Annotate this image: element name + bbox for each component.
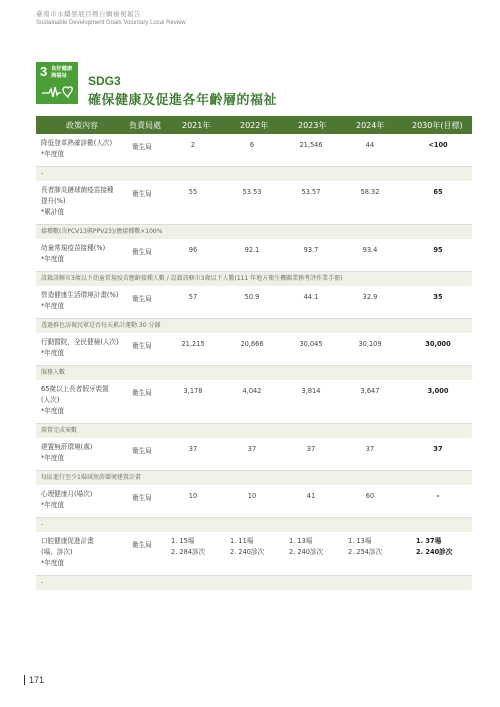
cell-dept: 衛生局 [132,447,152,455]
cell-dept: 衛生局 [132,389,152,397]
table-row [36,333,472,366]
goal-code: SDG3 [88,74,121,88]
table-row [36,181,472,225]
cell-2030-target: 3,000 [427,387,449,395]
cell-2023: 93.7 [303,246,319,254]
definition-row: 設籍該轄市3歲以下幼童常規疫苗應齡接種人數 / 設籍該轄市3歲以下人數(111 年地方衛生機關業務考評作業手冊) [36,272,472,286]
cell-2023: 21,546 [299,141,323,149]
cell-2021: 3,178 [183,387,203,395]
col-2021: 2021年 [182,121,211,130]
cell-2022: 1. 11場 2. 240診次 [230,537,265,556]
cell-2030-target: <100 [428,141,448,149]
policy-line: *年度值 [41,559,65,567]
policy-line: (人次) [41,396,60,404]
table-row [36,286,472,319]
table-row [36,134,472,167]
definition-row: - [36,576,472,590]
cell-dept: 衛生局 [132,248,152,256]
cell-2023: 41 [306,492,316,500]
cell-2022: 4,042 [242,387,262,395]
cell-2030-target: 37 [433,445,443,453]
indicator-table [36,116,472,590]
cell-2024: 60 [365,492,375,500]
definition-row: 接種數(含PCV13與PPV23)/應接種數×100% [36,225,472,239]
cell-dept: 衛生局 [132,295,152,303]
cell-policy [41,442,92,464]
cell-2024: 1. 13場 2. 254診次 [348,537,383,556]
cell-2023: 37 [306,445,316,453]
policy-line: (場、診次) [41,548,73,556]
cell-policy [41,384,109,417]
col-2023: 2023年 [298,121,327,130]
goal-title: 確保健康及促進各年齡層的福祉 [88,93,278,108]
table-row [36,438,472,471]
cell-dept: 衛生局 [132,190,152,198]
cell-2023: 3,814 [301,387,321,395]
cell-2030-target: - [436,492,440,500]
table-row [36,485,472,518]
policy-line: *年度值 [41,454,65,462]
definition-row: 透過推色訪視民眾是否每天累計運動 30 分鐘 [36,319,472,333]
report-header [36,9,186,26]
cell-2030-target: 30,000 [425,340,451,348]
policy-line: *累計值 [41,208,65,216]
col-2022: 2022年 [240,121,269,130]
sdg-label: 良好健康 與福祉 [51,66,73,79]
policy-line: *年度值 [41,302,65,310]
cell-2030-target: 95 [433,246,443,254]
definition-row: 服務人數 [36,366,472,380]
policy-line: *年度值 [41,150,65,158]
policy-line: 營造健康生活環境計畫(%) [41,291,119,299]
cell-dept: 衛生局 [132,143,152,151]
cell-dept: 衛生局 [132,494,152,502]
report-title-zh: 臺南市永續發展目標自願檢視報告 [36,10,141,18]
definition-row: - [36,167,472,181]
cell-2023: 1. 13場 2. 240診次 [289,537,324,556]
cell-policy [41,290,118,312]
cell-policy [41,138,112,160]
cell-2030-target: 65 [433,188,443,196]
policy-line: 行動醫院，全民健檢(人次) [41,338,119,346]
report-title-en: Sustainable Development Goals Voluntary Local Review [36,20,186,26]
cell-2021: 10 [188,492,198,500]
definition-row: - [36,518,472,532]
cell-2022: 50.9 [244,293,260,301]
policy-line: *年度值 [41,407,65,415]
cell-dept: 衛生局 [132,342,152,350]
col-2030-target: 2030年(目標) [412,121,463,130]
cell-policy [41,243,105,265]
cell-2021: 2 [190,141,196,149]
cell-2022: 6 [249,141,255,149]
policy-line: 口腔健康促進計畫 [41,537,94,545]
policy-line: 提升(%) [41,197,66,205]
cell-dept: 衛生局 [132,541,152,549]
table-row [36,532,472,576]
cell-2023: 53.57 [301,188,321,196]
cell-2024: 37 [365,445,375,453]
cell-policy [41,489,92,511]
col-2024: 2024年 [356,121,385,130]
sdg-number: 3 [40,64,48,79]
sdg3-icon [36,62,78,104]
policy-line: 建置無菸環境(處) [41,443,93,451]
cell-2021: 1. 15場 2. 284診次 [171,537,206,556]
policy-line: 心理健康月(場次) [41,490,93,498]
cell-2021: 37 [188,445,198,453]
heartbeat-icon [41,84,73,100]
cell-2022: 10 [247,492,257,500]
definition-row: 裝置完成案數 [36,424,472,438]
cell-2024: 30,109 [358,340,382,348]
cell-2023: 44.1 [303,293,319,301]
cell-2030-target: 1. 37場 2. 240診次 [416,537,453,556]
cell-2022: 53.53 [242,188,262,196]
cell-2024: 44 [365,141,375,149]
definition-row: 每區進行至少1場域無菸環境建置計畫 [36,471,472,485]
policy-line: *年度值 [41,501,65,509]
col-policy: 政策內容 [66,121,98,130]
policy-line: *年度值 [41,349,65,357]
table-row [36,239,472,272]
cell-2021: 55 [188,188,198,196]
cell-2021: 96 [188,246,198,254]
cell-2022: 20,666 [240,340,264,348]
cell-2021: 57 [188,293,198,301]
policy-line: 幼童常規疫苗接種(%) [41,244,106,252]
col-dept: 負責局處 [129,121,161,130]
cell-2024: 93.4 [362,246,378,254]
policy-line: 降低登革熱確診數(人次) [41,139,113,147]
cell-policy [41,536,94,569]
cell-2024: 32.9 [362,293,378,301]
cell-2021: 21,215 [181,340,205,348]
table-body [36,134,472,590]
cell-2023: 30,045 [299,340,323,348]
policy-line: *年度值 [41,255,65,263]
cell-2030-target: 35 [433,293,443,301]
table-row [36,380,472,424]
cell-policy [41,185,114,218]
cell-2022: 37 [247,445,257,453]
cell-2024: 3,647 [360,387,380,395]
cell-policy [41,337,119,359]
page-number: 171 [24,675,44,685]
policy-line: 65歲以上長者假牙裝置 [41,385,109,393]
cell-2024: 58.32 [360,188,380,196]
table-header [36,116,472,134]
cell-2022: 92.1 [244,246,260,254]
policy-line: 長者肺炎鏈球菌疫苗接種 [41,186,114,194]
